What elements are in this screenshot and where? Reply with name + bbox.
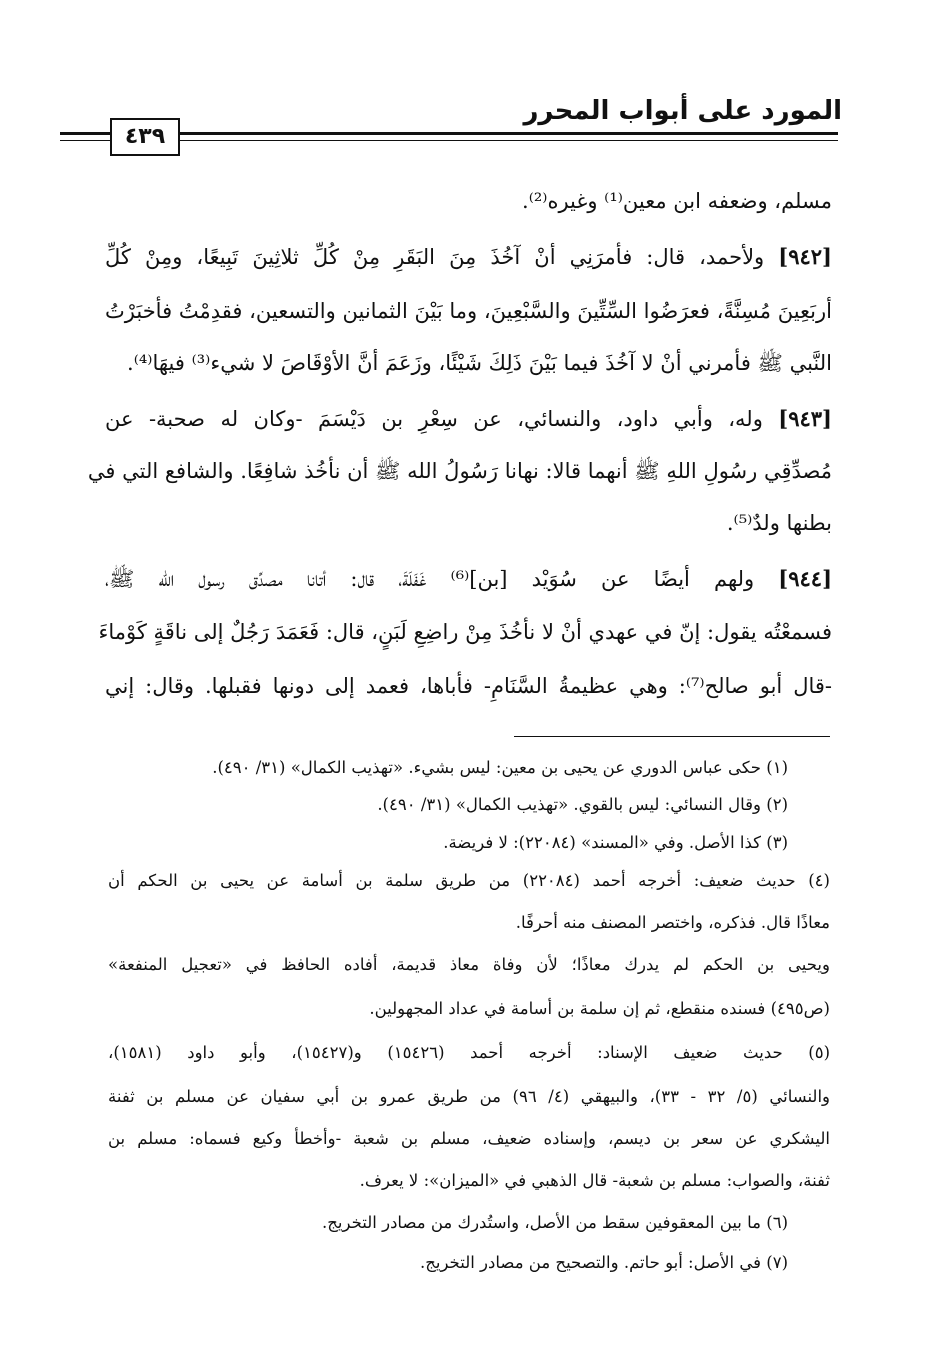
footnote-4: (٤) حديث ضعيف: أخرجه أحمد (٢٢٠٨٤) من طريق سلمة بن أسامة عن يحيى بن الحكم أن — [108, 871, 830, 890]
text-line: بطنها ولدٌ⁽⁵⁾. — [726, 511, 832, 535]
footnote-6: (٦) ما بين المعقوفين سقط من الأصل، واستُدرك من مصادر التخريج. — [322, 1213, 788, 1232]
running-header-title: المورد على أبواب المحرر — [523, 96, 842, 126]
text-line: مُصدِّقِي رسُولِ اللهِ ﷺ أنهما قالا: نهانا رَسُولُ الله ﷺ أن نأخُذ شافِعًا. والشافع التي في — [87, 459, 832, 483]
text-line: ولأحمد، قال: فأمرَنِي أنْ آخُذَ مِنَ البَقَرِ مِنْ كُلِّ ثلاثِينَ تَبِيعًا، ومِنْ كُلِّ — [105, 245, 765, 269]
footnote-4-continued: (ص٤٩٥) فسنده منقطع، ثم إن سلمة بن أسامة في عداد المجهولين. — [369, 999, 830, 1018]
footnote-5-continued: ثفنة، والصواب: مسلم بن شعبة- قال الذهبي في «الميزان»: لا يعرف. — [359, 1171, 830, 1190]
hadith-943-line — [105, 404, 832, 434]
text-line: مسلم، وضعفه ابن معين⁽¹⁾ وغيره⁽²⁾. — [522, 189, 832, 213]
footnote-4-continued: ويحيى بن الحكم لم يدرك معاذًا؛ لأن وفاة معاذ قديمة، أفاده الحافظ في «تعجيل المنفعة» — [108, 955, 830, 974]
footnote-3: (٣) كذا الأصل. وفي «المسند» (٢٢٠٨٤): لا فريضة. — [443, 833, 788, 852]
text-line: -قال أبو صالح⁽⁷⁾: وهي عظيمةُ السَّنَامِ- فأباها، فعمد إلى دونها فقبلها. وقال: إني — [105, 674, 832, 698]
footnote-separator — [514, 736, 830, 737]
hadith-944-line — [105, 564, 832, 594]
text-line: أربَعِينَ مُسِنَّةً، فعرَضُوا السِّتِّينَ والسَّبْعِينَ، وما بَيْنَ الثمانين والتسعين، فقدِمْتُ فأخبَرْتُ — [105, 299, 832, 323]
text-line: وله، وأبي داود، والنسائي، عن سِعْرِ بن دَيْسَمَ -وكان له صحبة- عن — [105, 407, 763, 431]
footnote-5: (٥) حديث ضعيف الإسناد: أخرجه أحمد (١٥٤٢٦) و(١٥٤٢٧)، وأبو داود (١٥٨١)، — [108, 1043, 830, 1062]
footnote-7: (٧) في الأصل: أبو حاتم. والتصحيح من مصادر التخريج. — [419, 1253, 788, 1272]
footnote-5-continued: والنسائي (٥/ ٣٢ - ٣٣)، والبيهقي (٤/ ٩٦) من طريق عمرو بن أبي سفيان عن مسلم بن ثفنة — [108, 1087, 831, 1106]
footnote-2: (٢) وقال النسائي: ليس بالقوي. «تهذيب الكمال» (٣١/ ٤٩٠). — [377, 795, 788, 814]
hadith-number: [٩٤٢] — [778, 244, 832, 269]
hadith-number: [٩٤٣] — [778, 406, 832, 431]
text-line: النَّبي ﷺ فأمرني أنْ لا آخُذَ فيما بَيْنَ ذَلِكَ شَيْئًا، وزَعَمَ أنَّ الأوْقَاصَ لا شيء⁽³⁾ فيهَا⁽⁴⁾. — [127, 351, 832, 375]
hadith-942-line — [105, 242, 832, 272]
footnote-5-continued: اليشكري عن سعر بن ديسم، وإسناده ضعيف، مسلم بن شعبة -وأخطأ وكيع فسماه: مسلم بن — [108, 1129, 830, 1148]
text-line: فسمعْتُه يقول: إنّ في عهدي أنْ لا نأخُذَ مِنْ راضِعِ لَبَنٍ، قال: فَعَمَدَ رَجُلٌ إلى ناقَةٍ كَوْماءَ — [98, 620, 832, 644]
footnote-4-continued: معاذًا قال. فذكره، واختصر المصنف منه أحرفًا. — [515, 913, 830, 932]
footnote-1: (١) حكى عباس الدوري عن يحيى بن معين: ليس بشيء. «تهذيب الكمال» (٣١/ ٤٩٠). — [212, 758, 788, 777]
page-number: ٤٣٩ — [110, 118, 180, 156]
text-line: ولهم أيضًا عن سُوَيْد [بن]⁽⁶⁾ غَفَلَةَ، قال: أتانا مصدِّق رسول الله ﷺ، — [105, 567, 755, 591]
hadith-number: [٩٤٤] — [778, 566, 832, 591]
